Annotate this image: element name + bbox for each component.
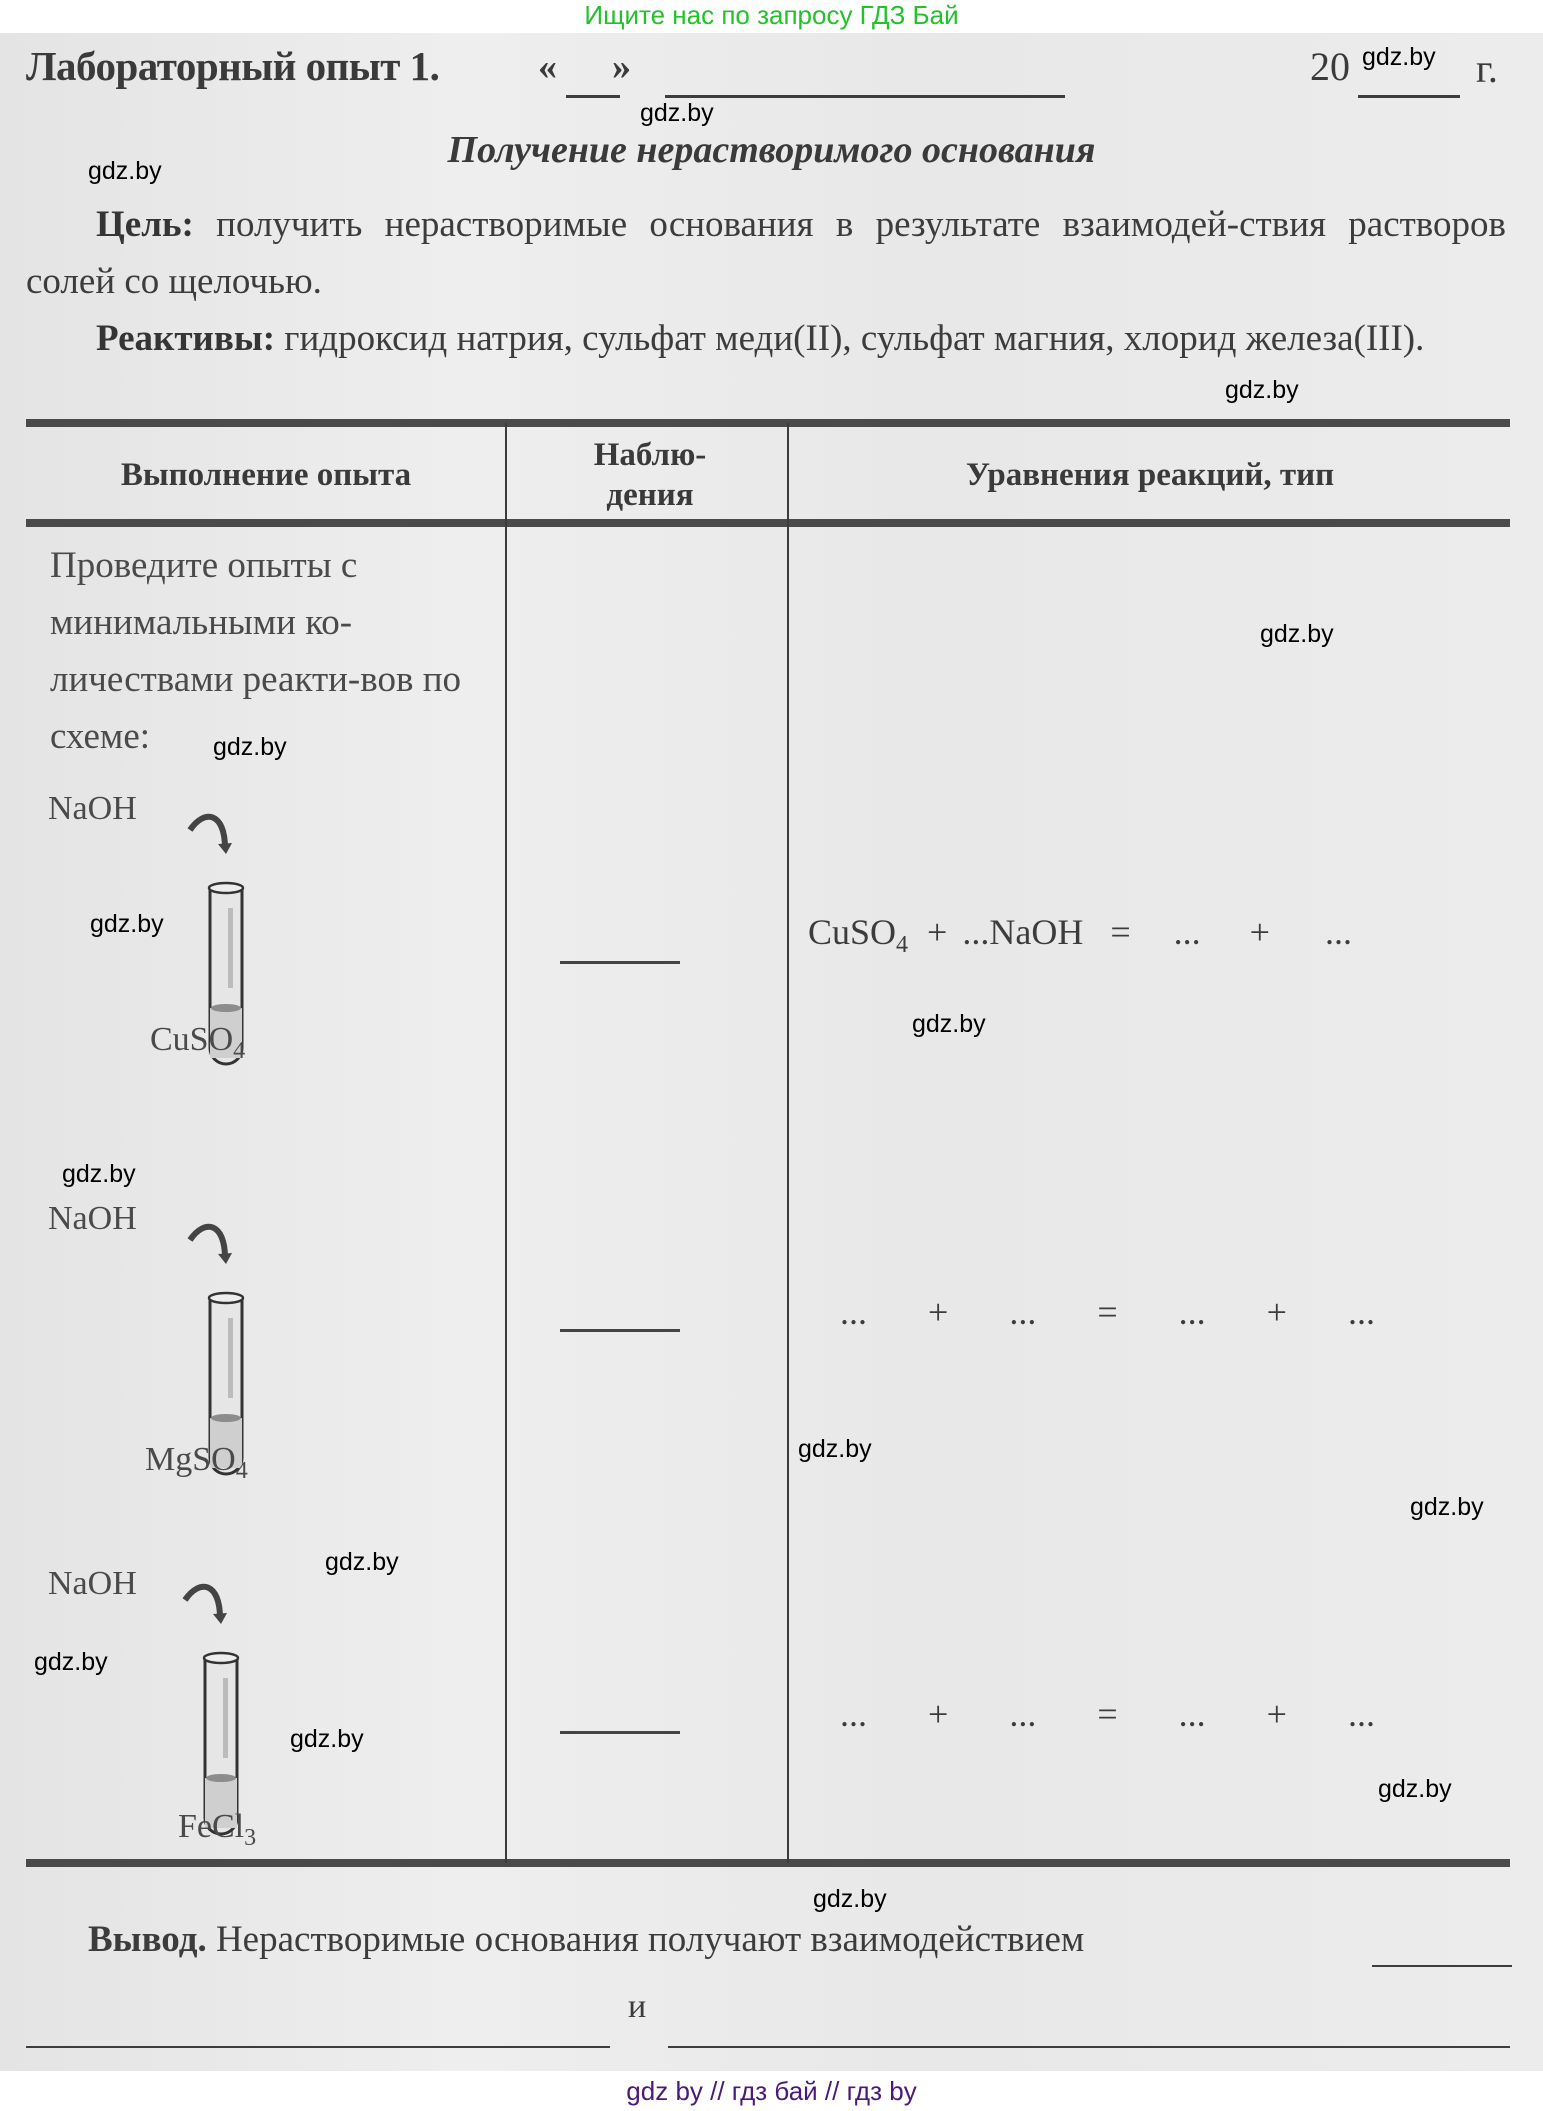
year-suffix: г. [1476, 46, 1498, 91]
year-blank-line[interactable] [1358, 95, 1460, 98]
eq-plus: + [1266, 1292, 1287, 1332]
observation-blank-3[interactable] [560, 1731, 680, 1734]
page-title: Лабораторный опыт 1. [26, 43, 440, 89]
eq-plus: + [928, 1694, 949, 1734]
eq-equals: = [1110, 912, 1131, 952]
watermark: gdz.by [912, 1010, 986, 1038]
equation-row-2 [840, 1291, 1375, 1333]
watermark: gdz.by [813, 1885, 887, 1913]
column-divider-1 [505, 423, 507, 1863]
reagents-label: Реактивы: [96, 318, 276, 359]
conclusion-blank-2[interactable] [26, 2046, 610, 2048]
watermark: gdz.by [1260, 620, 1334, 648]
conclusion-joiner: и [628, 1988, 647, 2025]
workbook-page [0, 33, 1543, 2071]
eq-blank[interactable]: ... [1347, 1292, 1375, 1332]
eq-blank[interactable]: ... [1324, 912, 1352, 952]
eq-blank[interactable]: ... [1347, 1694, 1375, 1734]
watermark: gdz.by [1378, 1775, 1452, 1803]
reagent-naoh-3: NaOH [48, 1565, 137, 1602]
procedure-instruction: Проведите опыты с минимальными ко-личествами реакти-вов по схеме: [50, 545, 461, 757]
goal-text: получить нерастворимые основания в результате взаимодей-ствия растворов солей со щелочью. [26, 204, 1506, 302]
month-blank-line[interactable] [665, 95, 1065, 98]
table-bottom-rule [26, 1859, 1510, 1867]
quote-close: » [612, 46, 631, 88]
watermark: gdz.by [90, 910, 164, 938]
header-procedure: Выполнение опыта [120, 457, 412, 493]
watermark: gdz.by [1225, 376, 1299, 404]
eq-blank[interactable]: ... [840, 1694, 867, 1734]
watermark: gdz.by [88, 157, 162, 185]
bottom-site-banner: gdz by // гдз бай // гдз by [0, 2071, 1543, 2111]
eq-blank[interactable]: ... [1009, 1694, 1037, 1734]
equation-row-1 [808, 911, 1352, 959]
salt-formula: CuSO [150, 1021, 234, 1058]
conclusion-blank-1[interactable] [1372, 1965, 1512, 1967]
eq-blank[interactable]: ... [1178, 1292, 1206, 1332]
column-divider-2 [787, 423, 789, 1863]
watermark: gdz.by [798, 1435, 872, 1463]
reagent-salt-1 [150, 1021, 245, 1065]
equation-row-3 [840, 1693, 1375, 1735]
eq-plus: + [1266, 1694, 1287, 1734]
eq-blank[interactable]: ... [1173, 912, 1201, 952]
reagent-salt-2 [145, 1441, 248, 1485]
reagents-text: гидроксид натрия, сульфат меди(II), сульфат магния, хлорид железа(III). [275, 318, 1425, 359]
conclusion-text: Нерастворимые основания получают взаимодействием [206, 1919, 1085, 1960]
watermark: gdz.by [640, 99, 714, 127]
eq-blank[interactable]: ... [840, 1292, 867, 1332]
salt-formula: MgSO [145, 1441, 236, 1478]
table-top-rule [26, 419, 1510, 427]
quote-open: « [538, 46, 557, 88]
watermark: gdz.by [325, 1548, 399, 1576]
reagent-naoh-2: NaOH [48, 1200, 137, 1237]
reagents-paragraph [26, 310, 1506, 367]
eq-equals: = [1097, 1292, 1118, 1332]
goal-paragraph [26, 196, 1506, 310]
salt-subscript: 3 [244, 1824, 257, 1851]
eq-plus: + [1249, 912, 1270, 952]
conclusion-blank-3[interactable] [668, 2046, 1510, 2048]
experiment-subtitle: Получение нерастворимого основания [447, 129, 1096, 171]
watermark: gdz.by [62, 1160, 136, 1188]
header-equations: Уравнения реакций, тип [965, 457, 1335, 493]
header-observations: Наблю-дения [593, 437, 707, 513]
observation-blank-2[interactable] [560, 1329, 680, 1332]
salt-subscript: 4 [233, 1037, 246, 1064]
eq-blank[interactable]: ... [1009, 1292, 1037, 1332]
top-search-banner: Ищите нас по запросу ГДЗ Бай [0, 0, 1543, 33]
eq-blank[interactable]: ... [1178, 1694, 1206, 1734]
watermark: gdz.by [1362, 43, 1436, 71]
watermark: gdz.by [1410, 1493, 1484, 1521]
eq-equals: = [1097, 1694, 1118, 1734]
conclusion-paragraph [88, 1918, 1084, 1961]
eq-plus: + [928, 1292, 949, 1332]
watermark: gdz.by [290, 1725, 364, 1753]
eq-term: ...NaOH [962, 912, 1084, 952]
day-blank-line[interactable] [566, 95, 620, 98]
observation-blank-1[interactable] [560, 961, 680, 964]
year-prefix: 20 [1310, 44, 1350, 89]
conclusion-label: Вывод. [88, 1919, 207, 1960]
watermark: gdz.by [34, 1648, 108, 1676]
eq-plus: + [927, 912, 948, 952]
eq-sub: 4 [896, 932, 909, 959]
eq-term: CuSO [808, 912, 897, 952]
table-header-rule [26, 519, 1510, 527]
watermark: gdz.by [213, 733, 287, 761]
salt-formula: FeCl [178, 1808, 245, 1845]
goal-label: Цель: [96, 204, 194, 245]
reagent-salt-3 [178, 1808, 256, 1852]
salt-subscript: 4 [235, 1457, 248, 1484]
reagent-naoh-1: NaOH [48, 790, 137, 827]
